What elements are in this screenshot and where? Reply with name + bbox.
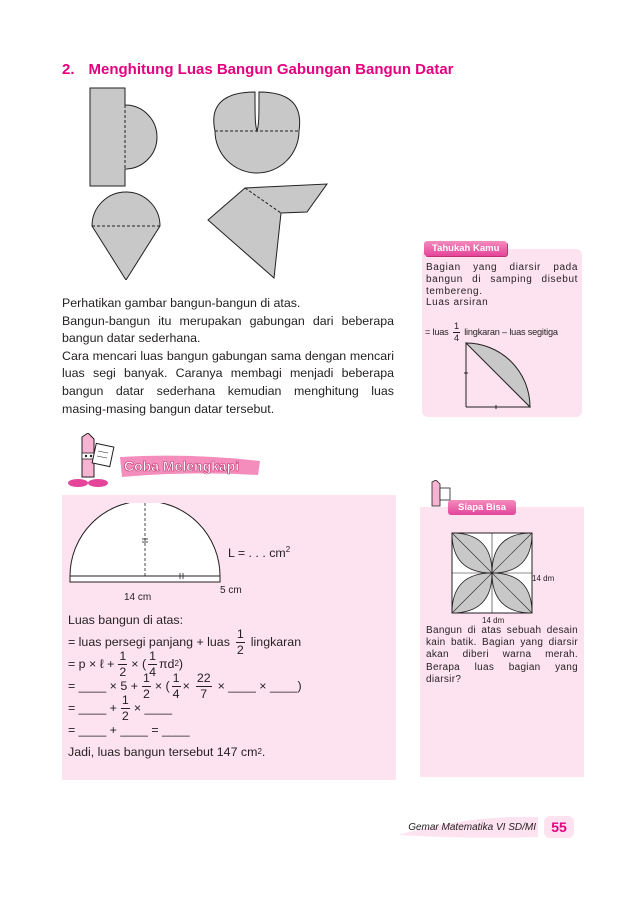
working-line: = ____ × 5 + $\frac{1}{2}$ × ( $\frac{1}{4}$ × $\frac{22}{7}$ × ____ × ____): [68, 671, 302, 701]
batik-flower-diagram: [450, 531, 534, 615]
tahukah-kamu-box: [422, 243, 582, 417]
section-title: Menghitung Luas Bangun Gabungan Bangun Datar: [88, 61, 454, 78]
coba-working: [68, 609, 302, 763]
formula-prefix: = luas: [425, 327, 449, 338]
shape-polygon: [208, 184, 327, 278]
shape-petals-semicircle: [214, 92, 300, 173]
tahukah-text-line: Bagian yang diarsir pada bangun di samping disebut tembereng.: [426, 262, 578, 297]
formula-suffix: lingkaran – luas segitiga: [464, 327, 558, 338]
section-number: 2.: [62, 61, 75, 78]
book-title: Gemar Matematika VI SD/MI: [408, 822, 536, 833]
siapa-bisa-label: Siapa Bisa: [448, 500, 516, 515]
fraction-quarter: $\frac{1}{4}$: [453, 321, 459, 344]
dimension-right: 14 dm: [532, 574, 555, 583]
composite-shapes-figure: [85, 80, 345, 280]
working-line: = luas persegi panjang + luas $\frac{1}{2}$ lingkaran: [68, 627, 302, 657]
mascot-pencil-icon: [60, 433, 122, 491]
segment-diagram: [462, 339, 542, 411]
siapa-bisa-box: [420, 502, 584, 777]
page-number: 55: [544, 816, 574, 838]
working-line: = ____ + $\frac{1}{2}$ × ____: [68, 693, 173, 723]
tahukah-kamu-text: [426, 262, 578, 309]
coba-melengkapi-box: [62, 495, 396, 780]
tahukah-kamu-label: Tahukah Kamu: [424, 241, 507, 256]
working-line: = p × ℓ + $\frac{1}{2}$ × ( $\frac{1}{4}$ πd 2 ): [68, 649, 184, 679]
area-label: L = . . . $cm^2$: [228, 545, 291, 561]
working-line: = ____ + ____ = ____: [68, 723, 190, 737]
coba-title: Coba Melengkapi: [124, 458, 240, 474]
page-footer: [398, 815, 580, 839]
intro-p1: Perhatikan gambar bangun-bangun di atas.: [62, 296, 301, 310]
tahukah-text-line2: Luas arsiran: [426, 297, 489, 309]
intro-p2: Bangun-bangun itu merupakan gabungan dari beberapa bangun datar sederhana.: [62, 313, 394, 346]
dimension-width: 14 cm: [124, 592, 152, 603]
section-heading: [62, 61, 454, 78]
shape-ice-cream: [92, 192, 160, 280]
working-line: Jadi, luas bangun tersebut 147 cm 2 .: [68, 745, 266, 759]
dimension-bottom: 14 dm: [482, 616, 505, 625]
working-line: Luas bangun di atas:: [68, 613, 184, 627]
shape-rectangle-semicircle: [90, 88, 157, 186]
siapa-bisa-text: Bangun di atas sebuah desain kain batik. Bagian yang diarsir akan diberi warna merah. Berapa luas bagian yang diarsir?: [426, 625, 578, 685]
intro-p3: Cara mencari luas bangun gabungan sama dengan mencari luas segi banyak. Caranya membagi menjadi beberapa bangun datar sederhana kemudian menghitung luas masing-masing bangun datar tersebut.: [62, 348, 394, 416]
intro-text: [62, 295, 394, 418]
dimension-height: 5 cm: [220, 585, 242, 596]
coba-melengkapi-banner: [120, 455, 260, 477]
